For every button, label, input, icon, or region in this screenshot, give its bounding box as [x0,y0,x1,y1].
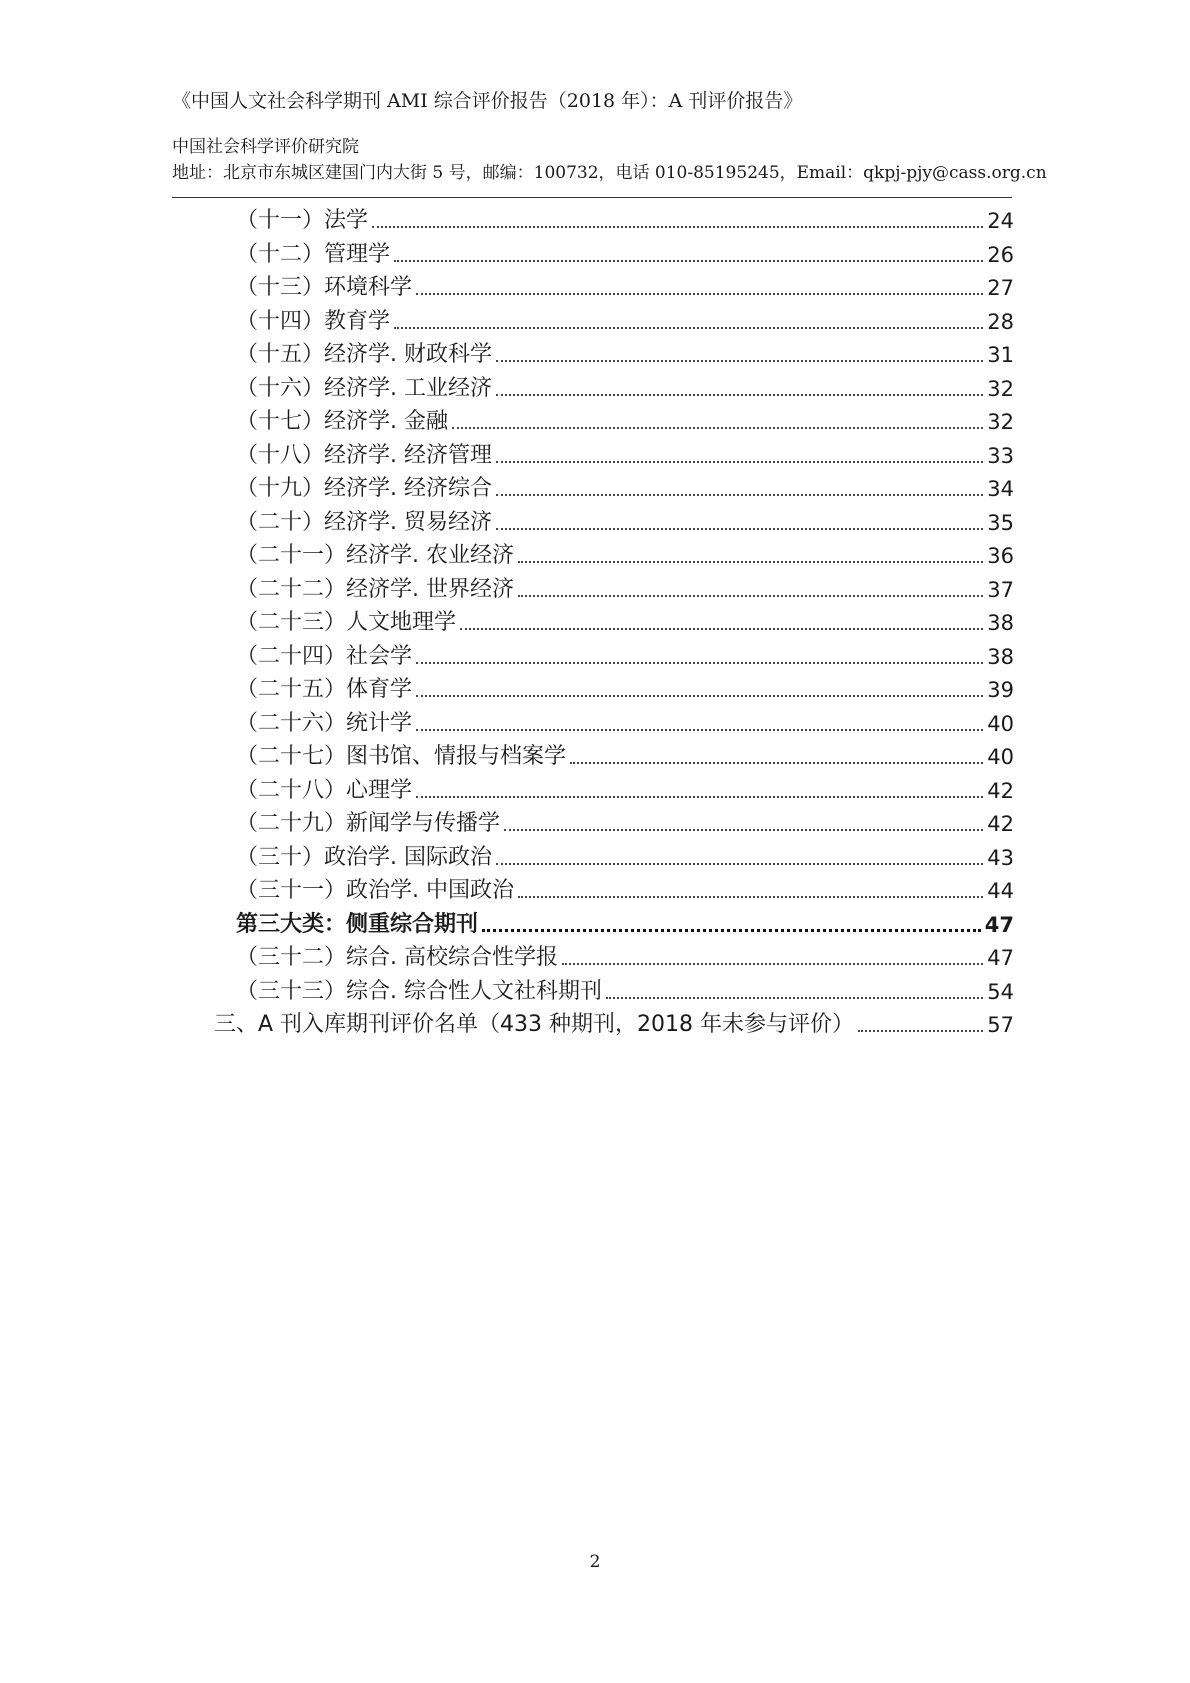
toc-entry-category[interactable] [236,906,1014,940]
toc-entry[interactable] [236,738,1014,772]
toc-entry-page: 37 [987,577,1014,602]
header-divider [172,197,1012,198]
toc-entry-title: （十六）经济学. 工业经济 [236,375,492,401]
toc-entry-page: 40 [987,711,1014,736]
toc-entry[interactable] [236,939,1014,973]
dot-leader [394,327,983,329]
toc-entry-page: 38 [987,611,1014,635]
toc-entry-title: （二十四）社会学 [236,643,413,669]
toc-entry[interactable] [236,973,1014,1007]
toc-entry[interactable] [236,571,1014,605]
toc-entry-page: 38 [987,644,1014,669]
toc-entry-title: （二十八）心理学 [236,777,413,803]
dot-leader [504,829,983,831]
toc-entry-title: （十二）管理学 [236,241,391,267]
contact-address: 地址：北京市东城区建国门内大街 5 号，邮编：100732，电话 010-85195245，Email：qkpj-pjy@cass.org.cn [172,163,1047,183]
toc-entry-title: （二十二）经济学. 世界经济 [236,576,514,602]
dot-leader [496,494,983,496]
toc-entry-page: 47 [984,912,1014,937]
toc-entry[interactable] [236,872,1014,906]
dot-leader [606,997,983,999]
dot-leader [518,561,983,563]
toc-entry[interactable] [236,537,1014,571]
toc-entry-title: （二十三）人文地理学 [236,610,457,635]
toc-entry-page: 39 [987,678,1014,702]
toc-entry-page: 31 [987,343,1014,367]
dot-leader [416,662,983,664]
dot-leader [562,963,983,965]
toc-entry[interactable] [236,805,1014,839]
toc-entry[interactable] [236,336,1014,370]
toc-entry-title: 第三大类：侧重综合期刊 [236,911,479,937]
dot-leader [496,863,983,865]
toc-entry-page: 57 [987,1013,1014,1037]
dot-leader [496,528,983,530]
toc-entry-page: 26 [987,242,1014,267]
dot-leader [416,695,983,697]
toc-entry-page: 54 [987,979,1014,1004]
toc-entry[interactable] [236,839,1014,873]
toc-entry-page: 44 [987,879,1014,903]
toc-entry-title: （三十一）政治学. 中国政治 [236,878,514,903]
dot-leader [496,461,983,463]
dot-leader [570,762,983,764]
toc-entry-title: （十七）经济学. 金融 [236,409,448,434]
dot-leader [518,896,983,898]
toc-entry-page: 35 [987,510,1014,535]
dot-leader [858,1030,983,1032]
toc-entry-page: 34 [987,477,1014,501]
toc-entry-page: 27 [987,276,1014,300]
toc-entry-page: 42 [987,778,1014,803]
toc-entry-page: 32 [987,376,1014,401]
toc-entry-title: （十八）经济学. 经济管理 [236,442,492,468]
toc-entry-title: （十三）环境科学 [236,275,413,300]
toc-entry-title: （十五）经济学. 财政科学 [236,342,492,367]
toc-entry-title: （三十二）综合. 高校综合性学报 [236,945,558,970]
toc-entry[interactable] [236,202,1014,236]
toc-entry[interactable] [236,470,1014,504]
toc-entry[interactable] [236,671,1014,705]
dot-leader [394,260,983,262]
toc-entry-page: 36 [987,544,1014,568]
toc-entry-title: （二十九）新闻学与传播学 [236,811,501,836]
toc-entry-title: 三、A 刊入库期刊评价名单（433 种期刊，2018 年未参与评价） [214,1012,855,1037]
toc-entry[interactable] [236,403,1014,437]
toc-entry-title: （二十）经济学. 贸易经济 [236,509,492,535]
dot-leader [518,595,983,597]
dot-leader [460,628,983,630]
toc-entry[interactable] [236,236,1014,270]
toc-entry-page: 24 [987,209,1014,233]
toc-entry-title: （十一）法学 [236,208,369,233]
toc-entry-page: 33 [987,443,1014,468]
dot-leader [452,427,983,429]
toc-entry-title: （二十七）图书馆、情报与档案学 [236,744,567,769]
institute-name: 中国社会科学评价研究院 [172,137,359,157]
dot-leader [416,293,983,295]
report-title: 《中国人文社会科学期刊 AMI 综合评价报告（2018 年）：A 刊评价报告》 [172,90,803,112]
dot-leader [416,796,983,798]
toc-entry[interactable] [236,638,1014,672]
page-number: 2 [589,1552,601,1572]
toc-entry[interactable] [236,772,1014,806]
toc-entry-title: （三十）政治学. 国际政治 [236,844,492,870]
dot-leader [496,394,983,396]
toc-entry-title: （二十一）经济学. 农业经济 [236,543,514,568]
dot-leader [482,929,981,932]
toc-entry-page: 47 [987,946,1014,970]
toc-entry-title: （二十五）体育学 [236,677,413,702]
toc-entry-page: 28 [987,309,1014,334]
toc-entry-page: 40 [987,745,1014,769]
toc-entry-title: （三十三）综合. 综合性人文社科期刊 [236,978,602,1004]
toc-entry[interactable] [236,269,1014,303]
toc-entry[interactable] [236,370,1014,404]
toc-entry-title: （十四）教育学 [236,308,391,334]
toc-entry[interactable] [236,705,1014,739]
toc-entry[interactable] [236,303,1014,337]
toc-entry-title: （十九）经济学. 经济综合 [236,476,492,501]
toc-entry[interactable] [236,437,1014,471]
toc-entry[interactable] [236,604,1014,638]
toc-entry-page: 42 [987,812,1014,836]
toc-entry-page: 32 [987,410,1014,434]
dot-leader [416,729,983,731]
toc-entry[interactable] [236,504,1014,538]
toc-entry-page: 43 [987,845,1014,870]
toc-entry-section[interactable] [214,1006,1014,1040]
toc-entry-title: （二十六）统计学 [236,710,413,736]
dot-leader [372,226,983,228]
dot-leader [496,360,983,362]
